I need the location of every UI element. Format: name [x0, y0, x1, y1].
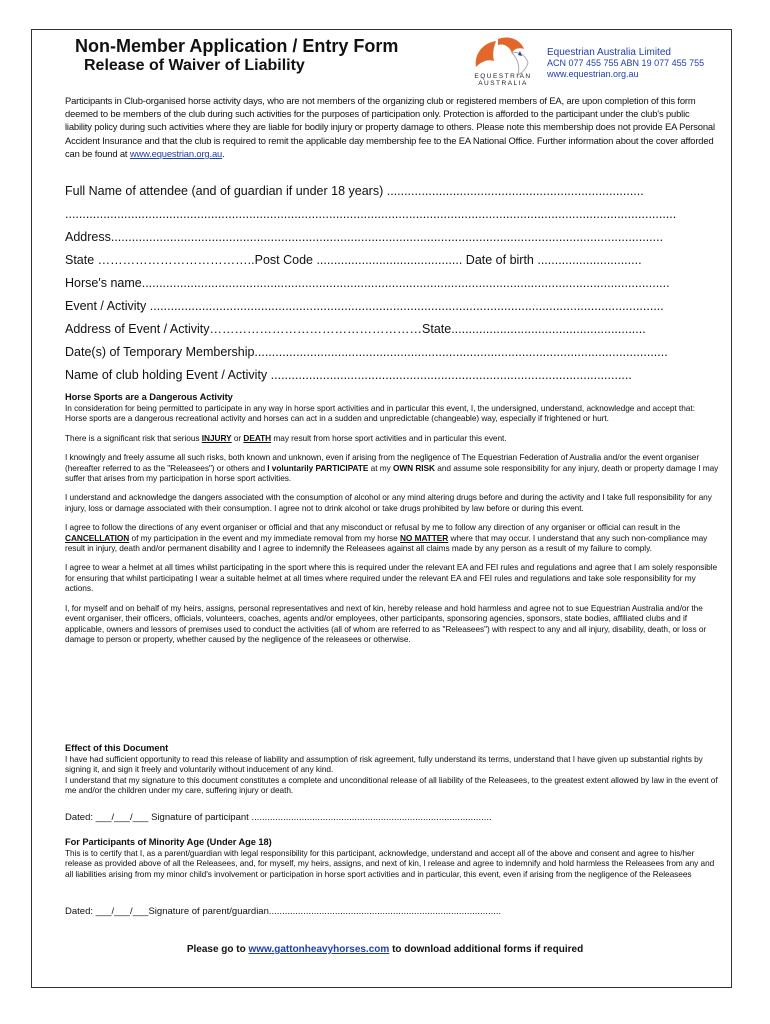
danger-intro: In consideration for being permitted to participate in any way in horse sport activities and in particular this event, I, the undersigned, understand, acknowledge and accept that:	[65, 403, 695, 413]
state-postcode-dob-row	[65, 252, 715, 268]
form-subtitle: Release of Waiver of Liability	[84, 57, 305, 74]
directions-paragraph: I agree to follow the directions of any event organiser or official and that any misconduct or refusal by me to follow any direction of any organiser or official can result in the CANCELLATION of my participation in the event and my immediate removal from my horse NO MATTER where that may occur. I understand that any such non-compliance may result in injury, death and/or permanent disability and I agree to indemnify the Releasees against all claims made by any person as a result of my failure to comply.	[65, 522, 708, 554]
horse-name-field[interactable]: Horse's name........................................................................................................................................................	[65, 276, 670, 290]
footer-note: Please go to www.gattonheavyhorses.com to download additional forms if required	[186, 944, 584, 955]
postcode-field[interactable]: Post Code ..........................................	[254, 253, 463, 267]
effect-paragraph-1: I have had sufficient opportunity to read this release of liability and assumption of risk agreement, fully understand its terms, understand that I have given up substantial rights by signing it, and sign it freely and voluntarily without inducement of any kind.	[65, 754, 703, 775]
event-address-row	[65, 321, 715, 337]
helmet-paragraph: I agree to wear a helmet at all times whilst participating in the sport where this is required under the relevant EA and FEI rules and regulations and agree that I am solely responsible for ensuring that whilst participating I wear a suitable helmet at all times where required under the relevant EA and FEI rules and regulations and take sole responsibility for my actions.	[65, 562, 718, 594]
full-name-continuation-field[interactable]: ................................................................................................................................................................................	[65, 207, 677, 221]
equestrian-link[interactable]: www.equestrian.org.au	[129, 147, 223, 159]
org-numbers: ACN 077 455 755 ABN 19 077 455 755	[547, 58, 705, 68]
intro-paragraph: Participants in Club-organised horse activity days, who are not members of the organizing club or registered members of EA, are upon completion of this form deemed to be members of the club during such activities for the purposes of participation only. Protection is afforded to the participant under the club's public liability policy during such activities where they are liable for bodily injury or property damage to others. Please note this membership does not provide EA Personal Accident Insurance and that the club is required to remit the applicable day membership fee to the EA National Office. Further information about the cover afforded can be found at www.equestrian.org.au.	[65, 95, 715, 159]
danger-statement: Horse sports are a dangerous recreational activity and horses can act in a sudden and unpredictable (changeable) way, especially if frightened or hurt.	[65, 413, 609, 424]
minority-section	[65, 836, 721, 879]
event-state-field[interactable]: State........................................................	[422, 322, 646, 336]
guardian-signature-line[interactable]: Dated: ___/___/___Signature of parent/guardian........................................................................................	[65, 906, 502, 917]
risk-statement: There is a significant risk that serious INJURY or DEATH may result from horse sport activities and in particular this event.	[65, 432, 507, 443]
full-name-field[interactable]: Full Name of attendee (and of guardian if under 18 years) ..........................................................................	[65, 184, 644, 198]
effect-heading: Effect of this Document	[65, 743, 169, 753]
logo-wordmark: EQUESTRIAN AUSTRALIA	[474, 73, 532, 87]
minority-heading: For Participants of Minority Age (Under Age 18)	[65, 837, 272, 847]
membership-dates-field[interactable]: Date(s) of Temporary Membership.......................................................................................................................	[65, 345, 668, 359]
organisation-details	[547, 47, 704, 80]
event-address-field[interactable]: Address of Event / Activity……………………………………………	[65, 322, 423, 336]
effect-section	[65, 742, 721, 796]
alcohol-paragraph: I understand and acknowledge the dangers associated with the consumption of alcohol or any mind altering drugs before and during the activity and I take full responsibility for any injury, loss or damage associated with their consumption. I agree not to drink alcohol or take drugs prohibited by law before or during this event.	[65, 492, 712, 513]
address-field[interactable]: Address...............................................................................................................................................................	[65, 230, 664, 244]
danger-heading: Horse Sports are a Dangerous Activity	[65, 392, 233, 402]
danger-section	[65, 391, 721, 644]
participant-signature-line[interactable]: Dated: ___/___/___ Signature of participant ...........................................................................................	[65, 812, 492, 823]
minority-paragraph: This is to certify that I, as a parent/guardian with legal responsibility for this participant, acknowledge, understand and accept all of the above and consent and agree to his/her release as provided above of all the Releasees, and, for myself, my heirs, assigns, and next of kin, I release and agree to indemnify and hold harmless the Releasees from any and all liabilities arising from my minor child's involvement or participation in horse sport activities and in particular, this event, even if arising from the negligence of the Releasees	[65, 848, 715, 879]
assume-risk-paragraph: I knowingly and freely assume all such risks, both known and unknown, even if arising from the negligence of The Equestrian Federation of Australia and/or the event organiser (hereafter referred to as the "Releasees") or others and I voluntarily PARTICIPATE at my OWN RISK and assume sole responsibility for any injury, death or property damage I may suffer that arises from my participation in horse sport activities.	[65, 452, 719, 484]
date-of-birth-field[interactable]: Date of birth ..............................	[465, 253, 642, 267]
club-name-field[interactable]: Name of club holding Event / Activity ........................................................................................................	[65, 368, 632, 382]
effect-paragraph-2: I understand that my signature to this document constitutes a complete and unconditional release of all liability of the Releasees, to the greatest extent allowed by law in the event of me and/or the children under my care, suffering injury or death.	[65, 774, 718, 796]
state-field[interactable]: State ………………………………..	[65, 253, 255, 267]
form-title: Non-Member Application / Entry Form	[75, 36, 399, 56]
org-name: Equestrian Australia Limited	[547, 47, 671, 58]
release-paragraph: I, for myself and on behalf of my heirs, assigns, personal representatives and next of kin, hereby release and hold harmless and agree not to sue Equestrian Australia and/or the event organiser, their officers, officials, volunteers, coaches, agents and/or employees, other participants, sponsoring agencies, sponsors, state bodies, affiliated clubs and if applicable, owners and lessors of premises used to conduct the activities (all of whom are referred to as "Releasees") with respect to any and all injury, disability, death, or loss or damage to person or property, whether caused by the negligence of the releasees or otherwise.	[65, 602, 707, 644]
org-website[interactable]: www.equestrian.org.au	[547, 69, 639, 79]
gatton-link[interactable]: www.gattonheavyhorses.com	[248, 944, 390, 955]
event-activity-field[interactable]: Event / Activity ....................................................................................................................................................	[65, 299, 664, 313]
